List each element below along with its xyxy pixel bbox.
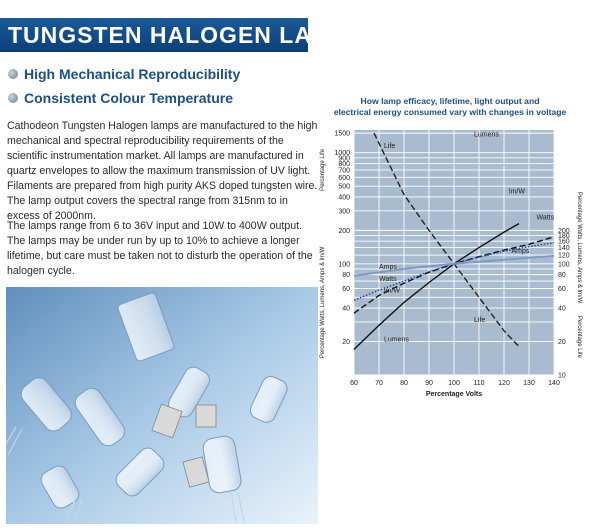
- feature-item: [8, 66, 240, 82]
- left-tick-label: 60: [342, 286, 350, 294]
- right-tick-label: 40: [558, 305, 566, 313]
- series-label: Lumens: [384, 336, 409, 344]
- right-axis-title-bottom: Percentage Life: [576, 315, 582, 358]
- left-tick-label: 40: [342, 305, 350, 313]
- right-tick-label: 180: [558, 232, 570, 240]
- left-tick-label: 200: [338, 227, 350, 235]
- series-label: lm/W: [509, 188, 525, 196]
- series-label: Life: [384, 143, 396, 151]
- left-tick-label: 600: [338, 174, 350, 182]
- x-axis-title: Percentage Volts: [425, 391, 483, 398]
- right-tick-label: 140: [558, 245, 570, 253]
- left-axis-title-top: Percentage Life: [320, 148, 326, 191]
- x-tick-label: 140: [548, 380, 560, 387]
- left-tick-label: 80: [342, 272, 350, 280]
- series-label: Amps: [511, 248, 530, 256]
- lamps-photo: [6, 287, 318, 524]
- left-tick-label: 700: [338, 167, 350, 175]
- right-tick-label: 80: [558, 272, 566, 280]
- bullet-icon: [8, 93, 18, 103]
- left-tick-label: 900: [338, 155, 350, 163]
- left-tick-label: 400: [338, 194, 350, 202]
- right-tick-label: 10: [558, 372, 566, 380]
- right-tick-label: 100: [558, 261, 570, 269]
- x-tick-label: 130: [523, 380, 535, 387]
- right-tick-label: 60: [558, 286, 566, 294]
- right-tick-label: 200: [558, 227, 570, 235]
- feature-label: Consistent Colour Temperature: [24, 90, 233, 106]
- left-axis-title: Percentage Watts, Lumens, Amps & lm/W: [320, 246, 326, 359]
- x-tick-label: 70: [375, 380, 383, 387]
- x-tick-label: 60: [350, 380, 358, 387]
- right-axis-title: Percentage Watts, Lumens, Amps & lm/W: [576, 191, 582, 304]
- bullet-icon: [8, 69, 18, 79]
- title-banner: [0, 18, 365, 52]
- left-tick-label: 800: [338, 160, 350, 168]
- right-tick-label: 20: [558, 339, 566, 347]
- left-tick-label: 1500: [334, 130, 350, 138]
- x-tick-label: 100: [448, 380, 460, 387]
- left-tick-label: 1000: [334, 150, 350, 158]
- left-tick-label: 500: [338, 183, 350, 191]
- right-tick-label: 160: [558, 238, 570, 246]
- chart-title-line2: electrical energy consumed vary with changes in voltage: [333, 107, 567, 117]
- left-tick-label: 20: [342, 339, 350, 347]
- series-label: Watts: [536, 214, 555, 222]
- left-tick-label: 100: [338, 261, 350, 269]
- page-title: TUNGSTEN HALOGEN LAMPS: [8, 22, 365, 48]
- series-label: lm/W: [384, 287, 400, 295]
- feature-item: [8, 90, 233, 106]
- series-label: Watts: [379, 276, 397, 284]
- x-tick-label: 120: [498, 380, 510, 387]
- series-label: Lumens: [474, 131, 499, 139]
- chart-title-line1: How lamp efficacy, lifetime, light output and: [360, 96, 540, 106]
- left-tick-label: 300: [338, 208, 350, 216]
- x-tick-label: 110: [473, 380, 485, 387]
- x-tick-label: 80: [400, 380, 408, 387]
- specification-paragraph: The lamps range from 6 to 36V input and 10W to 400W output. The lamps may be under run by up to 10% to achieve a longer lifetime, but care must be taken not to disturb the operation of the halogen cycle.: [7, 220, 313, 277]
- series-label: Amps: [379, 263, 397, 271]
- right-tick-label: 120: [558, 252, 570, 260]
- x-tick-label: 90: [425, 380, 433, 387]
- voltage-chart: [310, 92, 590, 412]
- series-label: Life: [474, 316, 486, 324]
- feature-label: High Mechanical Reproducibility: [24, 66, 241, 82]
- description-paragraph: Cathodeon Tungsten Halogen lamps are manufactured to the high mechanical and spectral reproducibility requirements of the scientific instrumentation market. All lamps are manufactured in quartz envelopes to allow the maximum transmission of UV light. Filaments are prepared from high purity AKS doped tungsten wire. The lamp output covers the spectral range from 315nm to in excess of 2000nm.: [7, 120, 318, 222]
